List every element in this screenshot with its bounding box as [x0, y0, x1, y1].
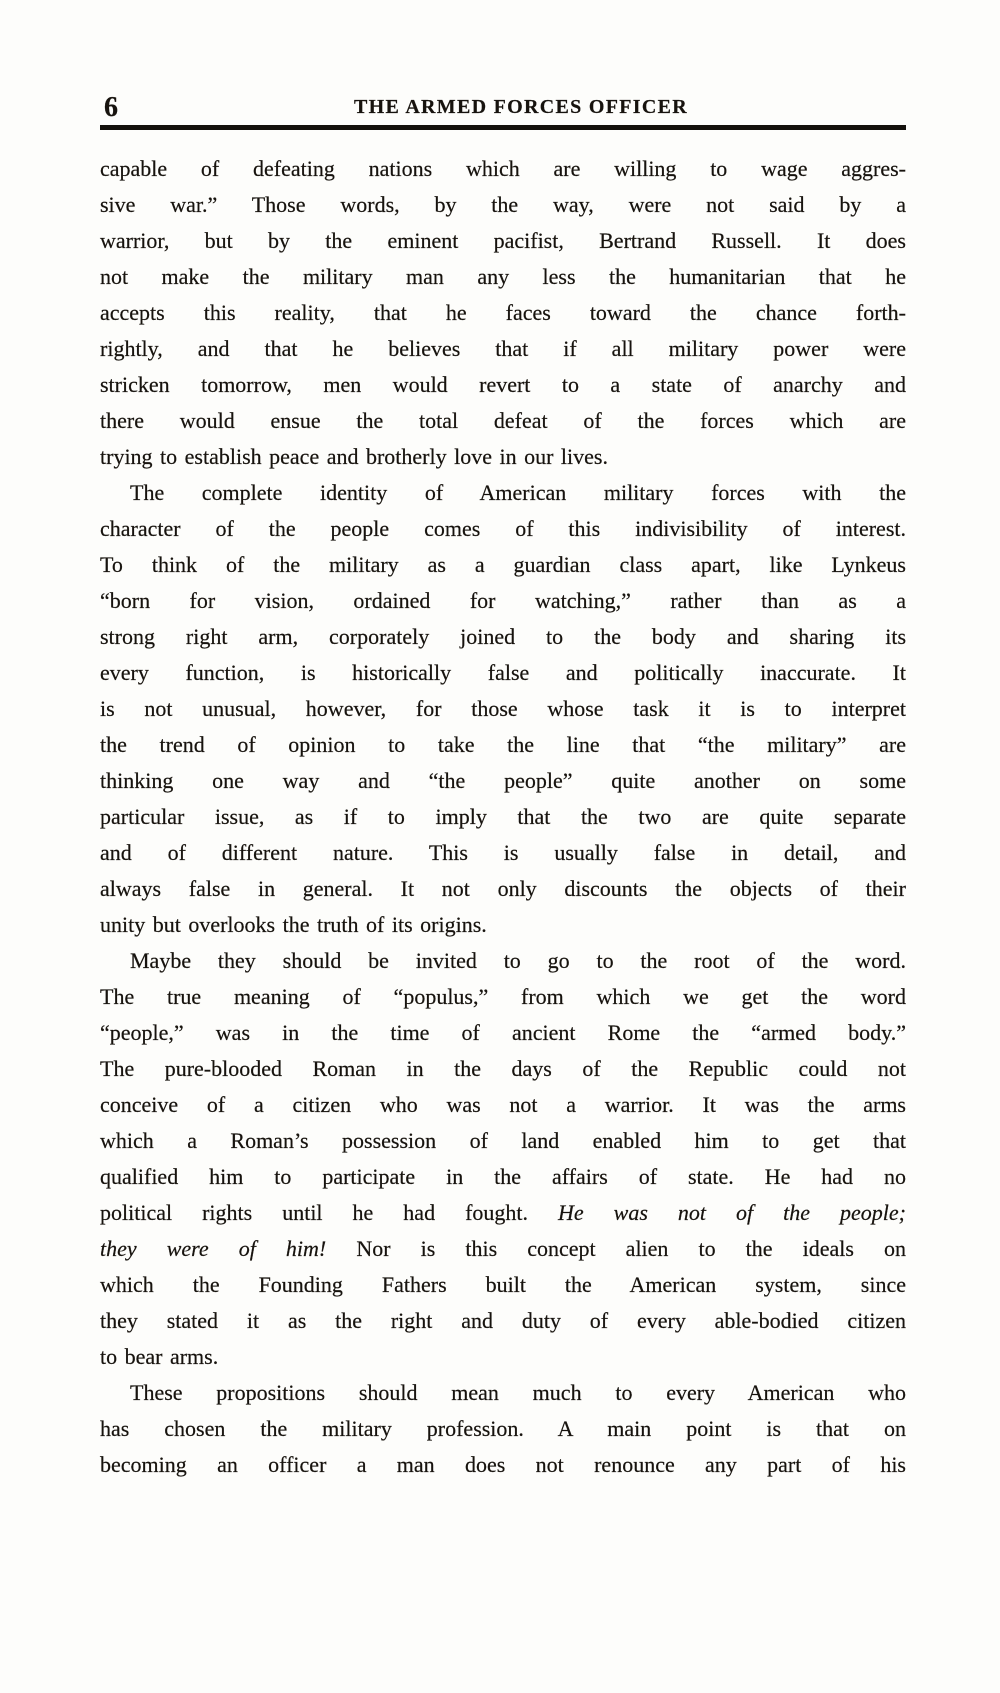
paragraph	[100, 943, 906, 1375]
text-line	[100, 1267, 906, 1303]
paragraph	[100, 1375, 906, 1483]
text-segment: The complete identity of American military forces with the	[130, 480, 906, 505]
text-line	[100, 1303, 906, 1339]
text-segment: is not unusual, however, for those whose task it is to interpret	[100, 696, 906, 721]
header-rule	[100, 125, 906, 130]
text-segment: accepts this reality, that he faces toward the chance forth-	[100, 300, 906, 325]
text-line	[100, 1195, 906, 1231]
text-line	[100, 943, 906, 979]
text-line	[100, 619, 906, 655]
text-line	[100, 547, 906, 583]
running-title: THE ARMED FORCES OFFICER	[353, 96, 688, 118]
text-line	[100, 1015, 906, 1051]
text-line	[100, 835, 906, 871]
text-segment: stricken tomorrow, men would revert to a state of anarchy and	[100, 372, 906, 397]
text-segment: which a Roman’s possession of land enabled him to get that	[100, 1128, 906, 1153]
text-line	[100, 439, 906, 475]
text-line	[100, 1087, 906, 1123]
text-segment: qualified him to participate in the affairs of state. He had no	[100, 1164, 906, 1189]
text-line	[100, 187, 906, 223]
text-line	[100, 1339, 906, 1375]
text-segment: “people,” was in the time of ancient Rome the “armed body.”	[100, 1020, 906, 1045]
paragraph	[100, 475, 906, 943]
text-segment: The pure-blooded Roman in the days of the Republic could not	[100, 1056, 906, 1081]
text-segment: they stated it as the right and duty of every able-bodied citizen	[100, 1308, 906, 1333]
text-line	[100, 1411, 906, 1447]
text-segment: not make the military man any less the humanitarian that he	[100, 264, 906, 289]
italic-phrase: they were of him!	[100, 1236, 327, 1261]
text-segment: The true meaning of “populus,” from which we get the word	[100, 984, 906, 1009]
text-line	[100, 331, 906, 367]
text-line	[100, 151, 906, 187]
text-segment: Nor is this concept alien to the ideals on	[326, 1236, 907, 1261]
text-segment: strong right arm, corporately joined to the body and sharing its	[100, 624, 906, 649]
paragraph	[100, 151, 906, 475]
text-line	[100, 259, 906, 295]
page-number: 6	[104, 92, 118, 123]
text-segment: particular issue, as if to imply that the two are quite separate	[100, 804, 906, 829]
text-line	[100, 295, 906, 331]
text-segment: character of the people comes of this indivisibility of interest.	[100, 516, 906, 541]
text-segment: Maybe they should be invited to go to the root of the word.	[130, 948, 906, 973]
text-segment: sive war.” Those words, by the way, were not said by a	[100, 192, 906, 217]
text-line	[100, 403, 906, 439]
page-content	[100, 92, 906, 1483]
text-segment: rightly, and that he believes that if all military power were	[100, 336, 906, 361]
text-line	[100, 1123, 906, 1159]
text-segment: has chosen the military profession. A main point is that on	[100, 1416, 906, 1441]
text-line	[100, 655, 906, 691]
text-segment: always false in general. It not only discounts the objects of their	[100, 876, 906, 901]
text-line	[100, 511, 906, 547]
text-segment: “born for vision, ordained for watching,” rather than as a	[100, 588, 906, 613]
text-line	[100, 583, 906, 619]
text-segment: every function, is historically false and politically inaccurate. It	[100, 660, 906, 685]
text-segment: and of different nature. This is usually false in detail, and	[100, 840, 906, 865]
text-segment: the trend of opinion to take the line that “the military” are	[100, 732, 906, 757]
text-segment: which the Founding Fathers built the American system, since	[100, 1272, 906, 1297]
text-line	[100, 1231, 906, 1267]
text-segment: trying to establish peace and brotherly love in our lives.	[100, 444, 608, 469]
text-line	[100, 475, 906, 511]
text-line	[100, 1159, 906, 1195]
text-line	[100, 727, 906, 763]
text-segment: political rights until he had fought.	[100, 1200, 559, 1225]
text-segment: becoming an officer a man does not renounce any part of his	[100, 1452, 906, 1477]
text-segment: thinking one way and “the people” quite another on some	[100, 768, 906, 793]
body-text	[100, 151, 906, 1483]
text-segment: to bear arms.	[100, 1344, 219, 1369]
text-line	[100, 871, 906, 907]
text-segment: warrior, but by the eminent pacifist, Bertrand Russell. It does	[100, 228, 906, 253]
text-line	[100, 763, 906, 799]
text-line	[100, 799, 906, 835]
text-line	[100, 223, 906, 259]
text-line	[100, 979, 906, 1015]
text-segment: unity but overlooks the truth of its origins.	[100, 912, 487, 937]
text-line	[100, 1375, 906, 1411]
text-line	[100, 1447, 906, 1483]
text-line	[100, 367, 906, 403]
text-line	[100, 907, 906, 943]
text-line	[100, 691, 906, 727]
page-header	[100, 92, 906, 122]
text-segment: These propositions should mean much to every American who	[130, 1380, 906, 1405]
italic-phrase: He was not of the people;	[558, 1200, 906, 1225]
text-segment: capable of defeating nations which are willing to wage aggres-	[100, 156, 906, 181]
text-segment: conceive of a citizen who was not a warrior. It was the arms	[100, 1092, 906, 1117]
text-segment: there would ensue the total defeat of the forces which are	[100, 408, 906, 433]
text-line	[100, 1051, 906, 1087]
text-segment: To think of the military as a guardian class apart, like Lynkeus	[100, 552, 906, 577]
